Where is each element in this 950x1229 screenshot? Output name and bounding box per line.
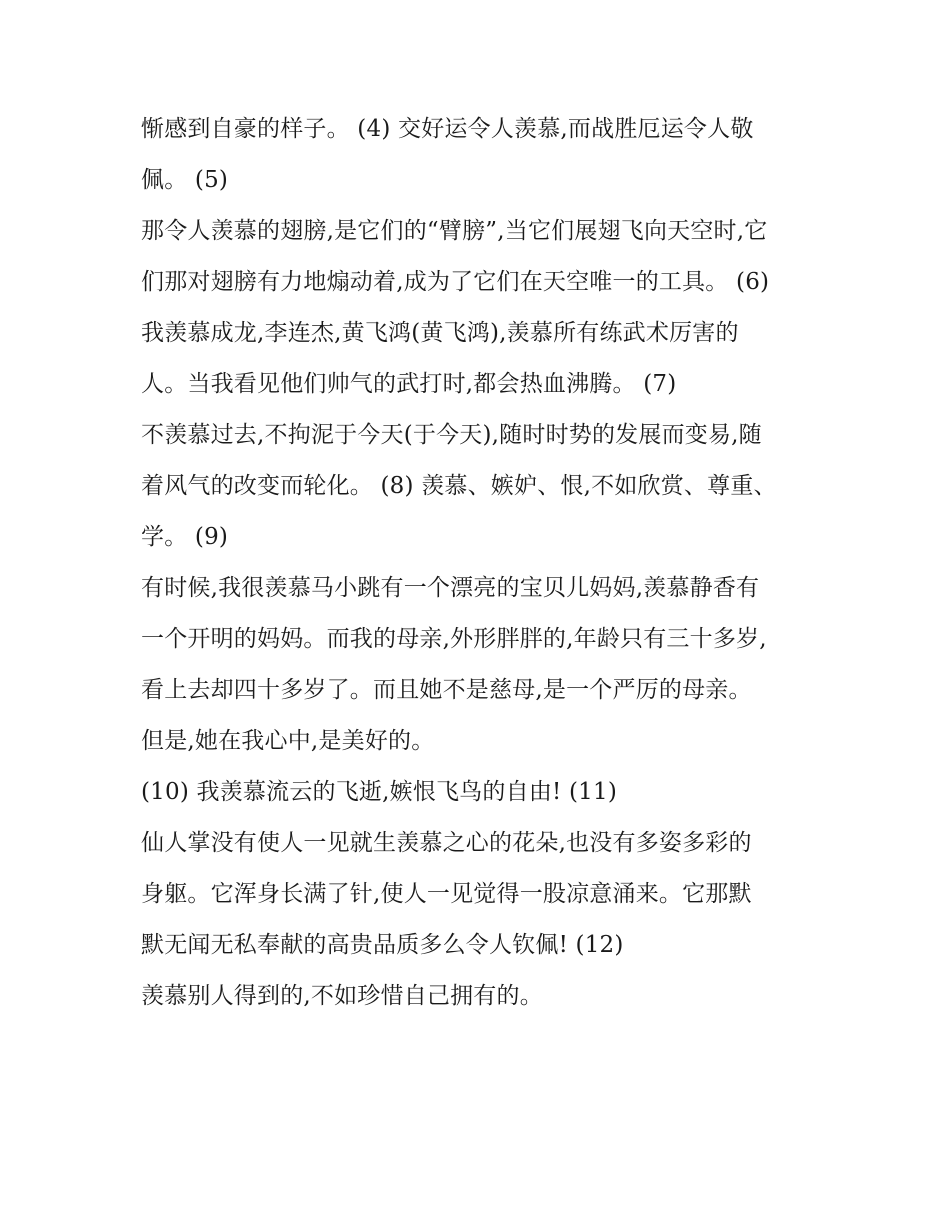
text-line: 人。当我看见他们帅气的武打时,都会热血沸腾。 (7) <box>141 371 677 397</box>
text-line: 有时候,我很羡慕马小跳有一个漂亮的宝贝儿妈妈,羡慕静香有 <box>141 575 760 601</box>
text-line: 那令人羡慕的翅膀,是它们的“臂膀”,当它们展翅飞向天空时,它 <box>141 218 768 244</box>
text-line: 我羡慕成龙,李连杰,黄飞鸿(黄飞鸿),羡慕所有练武术厉害的 <box>141 320 739 346</box>
text-line: 看上去却四十多岁了。而且她不是慈母,是一个严厉的母亲。 <box>141 677 752 703</box>
text-line: (10) 我羡慕流云的飞逝,嫉恨飞鸟的自由! (11) <box>141 779 618 805</box>
text-line: 学。 (9) <box>141 524 229 550</box>
text-line: 仙人掌没有使人一见就生羡慕之心的花朵,也没有多姿多彩的 <box>141 830 752 856</box>
text-line: 不羡慕过去,不拘泥于今天(于今天),随时时势的发展而变易,随 <box>141 422 762 448</box>
text-line: 默无闻无私奉献的高贵品质多么令人钦佩! (12) <box>141 932 624 958</box>
text-line: 们那对翅膀有力地煽动着,成为了它们在天空唯一的工具。 (6) <box>141 269 770 295</box>
document-body <box>141 104 821 1022</box>
text-line: 羡慕别人得到的,不如珍惜自己拥有的。 <box>141 983 543 1009</box>
text-line: 身躯。它浑身长满了针,使人一见觉得一股凉意涌来。它那默 <box>141 881 752 907</box>
text-line: 着风气的改变而轮化。 (8) 羡慕、嫉妒、恨,不如欣赏、尊重、 <box>141 473 777 499</box>
text-line: 惭感到自豪的样子。 (4) 交好运令人羡慕,而战胜厄运令人敬 <box>141 116 754 142</box>
text-line: 一个开明的妈妈。而我的母亲,外形胖胖的,年龄只有三十多岁, <box>141 626 767 652</box>
text-line: 佩。 (5) <box>141 167 229 193</box>
text-line: 但是,她在我心中,是美好的。 <box>141 728 435 754</box>
